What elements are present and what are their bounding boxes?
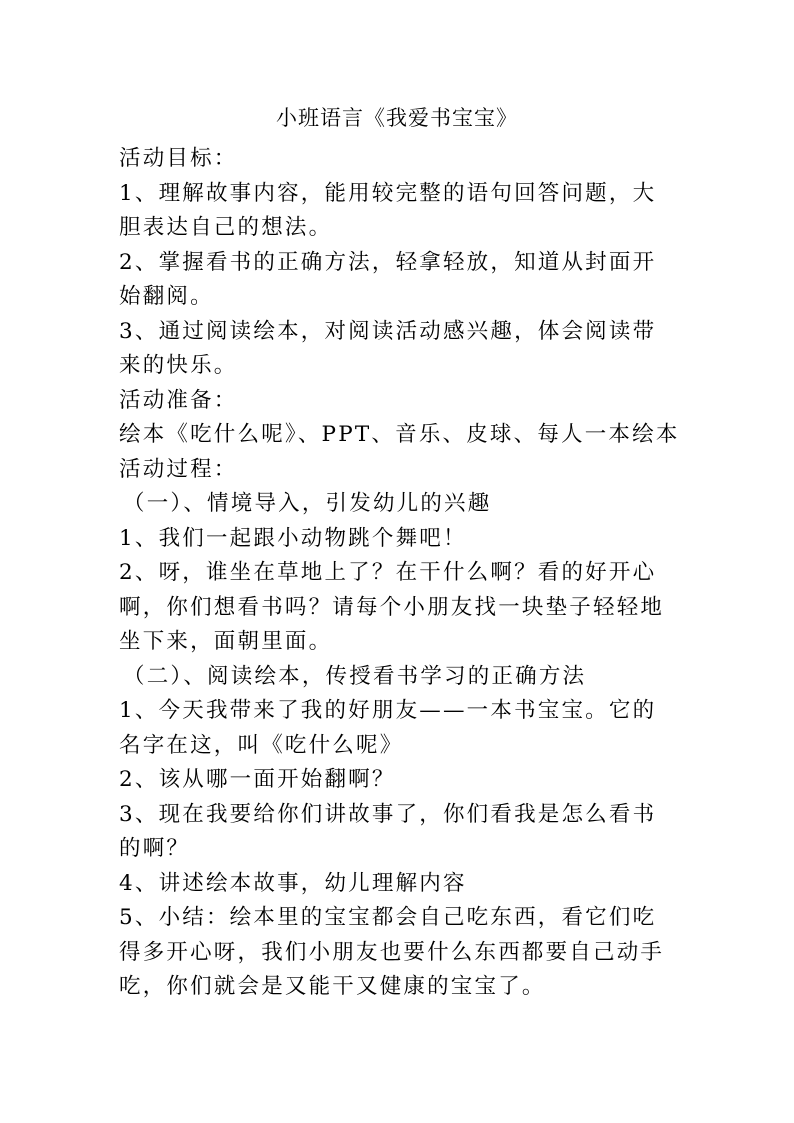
text-line: 3、通过阅读绘本，对阅读活动感兴趣，体会阅读带 bbox=[119, 318, 657, 344]
text-line: 胆表达自己的想法。 bbox=[119, 215, 333, 240]
text-line: 2、呀，谁坐在草地上了？在干什么啊？看的好开心 bbox=[119, 560, 657, 585]
text-line: 得多开心呀，我们小朋友也要什么东西都要自己动手 bbox=[119, 939, 665, 965]
text-line: 名字在这，叫《吃什么呢》 bbox=[119, 732, 404, 758]
text-line: 的啊？ bbox=[119, 836, 191, 861]
text-line: 来的快乐。 bbox=[119, 353, 238, 378]
text-line: 1、理解故事内容，能用较完整的语句回答问题，大 bbox=[119, 180, 657, 206]
text-line: 2、掌握看书的正确方法，轻拿轻放，知道从封面开 bbox=[119, 249, 657, 275]
document-body bbox=[119, 142, 679, 1005]
text-line: 5、小结：绘本里的宝宝都会自己吃东西，看它们吃 bbox=[119, 905, 657, 930]
text-line: 4、讲述绘本故事，幼儿理解内容 bbox=[119, 870, 467, 896]
text-line: 1、我们一起跟小动物跳个舞吧！ bbox=[119, 525, 467, 551]
text-line: 活动过程： bbox=[119, 456, 238, 482]
text-line: 始翻阅。 bbox=[119, 284, 214, 309]
text-line: 1、今天我带来了我的好朋友——一本书宝宝。它的 bbox=[119, 698, 657, 723]
section-heading: （一）、情境导入，引发幼儿的兴趣 bbox=[123, 491, 492, 516]
text-line: 活动准备： bbox=[119, 387, 238, 413]
text-line: 2、该从哪一面开始翻啊？ bbox=[119, 767, 396, 792]
text-line: 3、现在我要给你们讲故事了，你们看我是怎么看书 bbox=[119, 801, 657, 827]
text-line: 啊，你们想看书吗？请每个小朋友找一块垫子轻轻地 bbox=[119, 594, 665, 620]
text-line: 吃，你们就会是又能干又健康的宝宝了。 bbox=[119, 974, 546, 999]
text-line: 坐下来，面朝里面。 bbox=[119, 629, 333, 654]
document-title: 小班语言《我爱书宝宝》 bbox=[276, 106, 518, 130]
text-line: 活动目标： bbox=[119, 146, 238, 171]
section-heading: （二）、阅读绘本，传授看书学习的正确方法 bbox=[123, 663, 587, 689]
text-line: 绘本《吃什么呢》、PPT、音乐、皮球、每人一本绘本 bbox=[119, 422, 680, 447]
